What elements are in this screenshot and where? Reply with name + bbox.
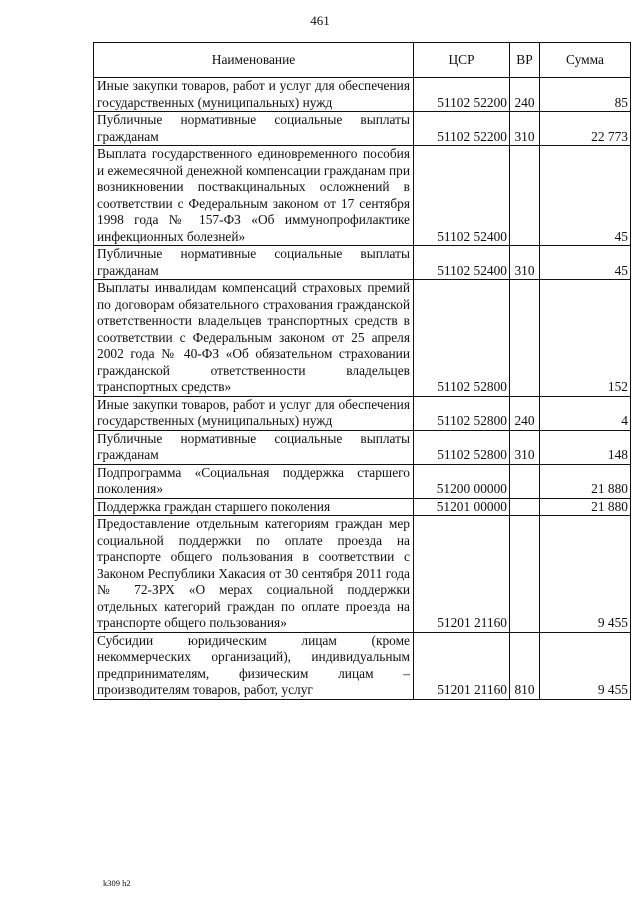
row-vr xyxy=(510,146,540,246)
row-sum: 22 773 xyxy=(540,112,631,146)
row-csr: 51201 21160 xyxy=(414,632,510,699)
table-row xyxy=(94,498,631,516)
row-csr: 51102 52800 xyxy=(414,280,510,397)
header-name: Наименование xyxy=(94,43,414,78)
table-row xyxy=(94,146,631,246)
row-sum: 148 xyxy=(540,430,631,464)
row-name: Публичные нормативные социальные выплаты гражданам xyxy=(94,246,414,280)
footer-code: k309 h2 xyxy=(103,878,131,888)
row-name: Публичные нормативные социальные выплаты гражданам xyxy=(94,112,414,146)
row-name: Выплата государственного единовременного пособия и ежемесячной денежной компенсации гражданам при возникновении поствакцинальных осложнений в соответствии с Федеральным законом от 17 сентября 1998 года № 157-ФЗ «Об иммунопрофилактике инфекционных болезней» xyxy=(94,146,414,246)
row-name: Субсидии юридическим лицам (кроме некоммерческих организаций), индивидуальным предпринимателям, физическим лицам – производителям товаров, работ, услуг xyxy=(94,632,414,699)
header-csr: ЦСР xyxy=(414,43,510,78)
row-name: Предоставление отдельным категориям граждан мер социальной поддержки по оплате проезда на транспорте общего пользования в соответствии с Законом Республики Хакасия от 30 сентября 2011 года № 72-ЗРХ «О мерах социальной поддержки отдельных категорий граждан по оплате проезда на транспорте общего пользования» xyxy=(94,516,414,633)
row-vr: 310 xyxy=(510,246,540,280)
row-vr xyxy=(510,498,540,516)
table-row xyxy=(94,430,631,464)
table-row xyxy=(94,516,631,633)
row-csr: 51201 21160 xyxy=(414,516,510,633)
row-name: Поддержка граждан старшего поколения xyxy=(94,498,414,516)
row-sum: 21 880 xyxy=(540,464,631,498)
row-csr: 51102 52200 xyxy=(414,112,510,146)
row-sum: 4 xyxy=(540,396,631,430)
row-sum: 152 xyxy=(540,280,631,397)
table-row xyxy=(94,246,631,280)
row-csr: 51102 52800 xyxy=(414,430,510,464)
row-name: Публичные нормативные социальные выплаты гражданам xyxy=(94,430,414,464)
row-name: Иные закупки товаров, работ и услуг для обеспечения государственных (муниципальных) нужд xyxy=(94,396,414,430)
table-row xyxy=(94,464,631,498)
header-vr: ВР xyxy=(510,43,540,78)
row-csr: 51102 52200 xyxy=(414,78,510,112)
row-vr: 310 xyxy=(510,112,540,146)
row-csr: 51102 52800 xyxy=(414,396,510,430)
row-csr: 51200 00000 xyxy=(414,464,510,498)
row-csr: 51102 52400 xyxy=(414,146,510,246)
row-sum: 21 880 xyxy=(540,498,631,516)
row-sum: 9 455 xyxy=(540,632,631,699)
row-vr: 310 xyxy=(510,430,540,464)
table-row xyxy=(94,280,631,397)
row-sum: 45 xyxy=(540,146,631,246)
table-row xyxy=(94,112,631,146)
row-sum: 85 xyxy=(540,78,631,112)
row-csr: 51102 52400 xyxy=(414,246,510,280)
row-vr: 810 xyxy=(510,632,540,699)
header-sum: Сумма xyxy=(540,43,631,78)
row-name: Подпрограмма «Социальная поддержка старшего поколения» xyxy=(94,464,414,498)
row-vr: 240 xyxy=(510,78,540,112)
row-vr xyxy=(510,280,540,397)
row-name: Иные закупки товаров, работ и услуг для обеспечения государственных (муниципальных) нужд xyxy=(94,78,414,112)
row-sum: 9 455 xyxy=(540,516,631,633)
row-sum: 45 xyxy=(540,246,631,280)
row-vr xyxy=(510,464,540,498)
row-vr: 240 xyxy=(510,396,540,430)
row-csr: 51201 00000 xyxy=(414,498,510,516)
table-header-row xyxy=(94,43,631,78)
table-row xyxy=(94,78,631,112)
row-name: Выплаты инвалидам компенсаций страховых премий по договорам обязательного страхования гражданской ответственности владельцев транспортных средств в соответствии с Федеральным законом от 25 апреля 2002 года № 40-ФЗ «Об обязательном страховании гражданской ответственности владельцев транспортных средств» xyxy=(94,280,414,397)
row-vr xyxy=(510,516,540,633)
budget-table xyxy=(93,42,631,700)
table-row xyxy=(94,632,631,699)
page-number: 461 xyxy=(310,13,330,28)
table-row xyxy=(94,396,631,430)
